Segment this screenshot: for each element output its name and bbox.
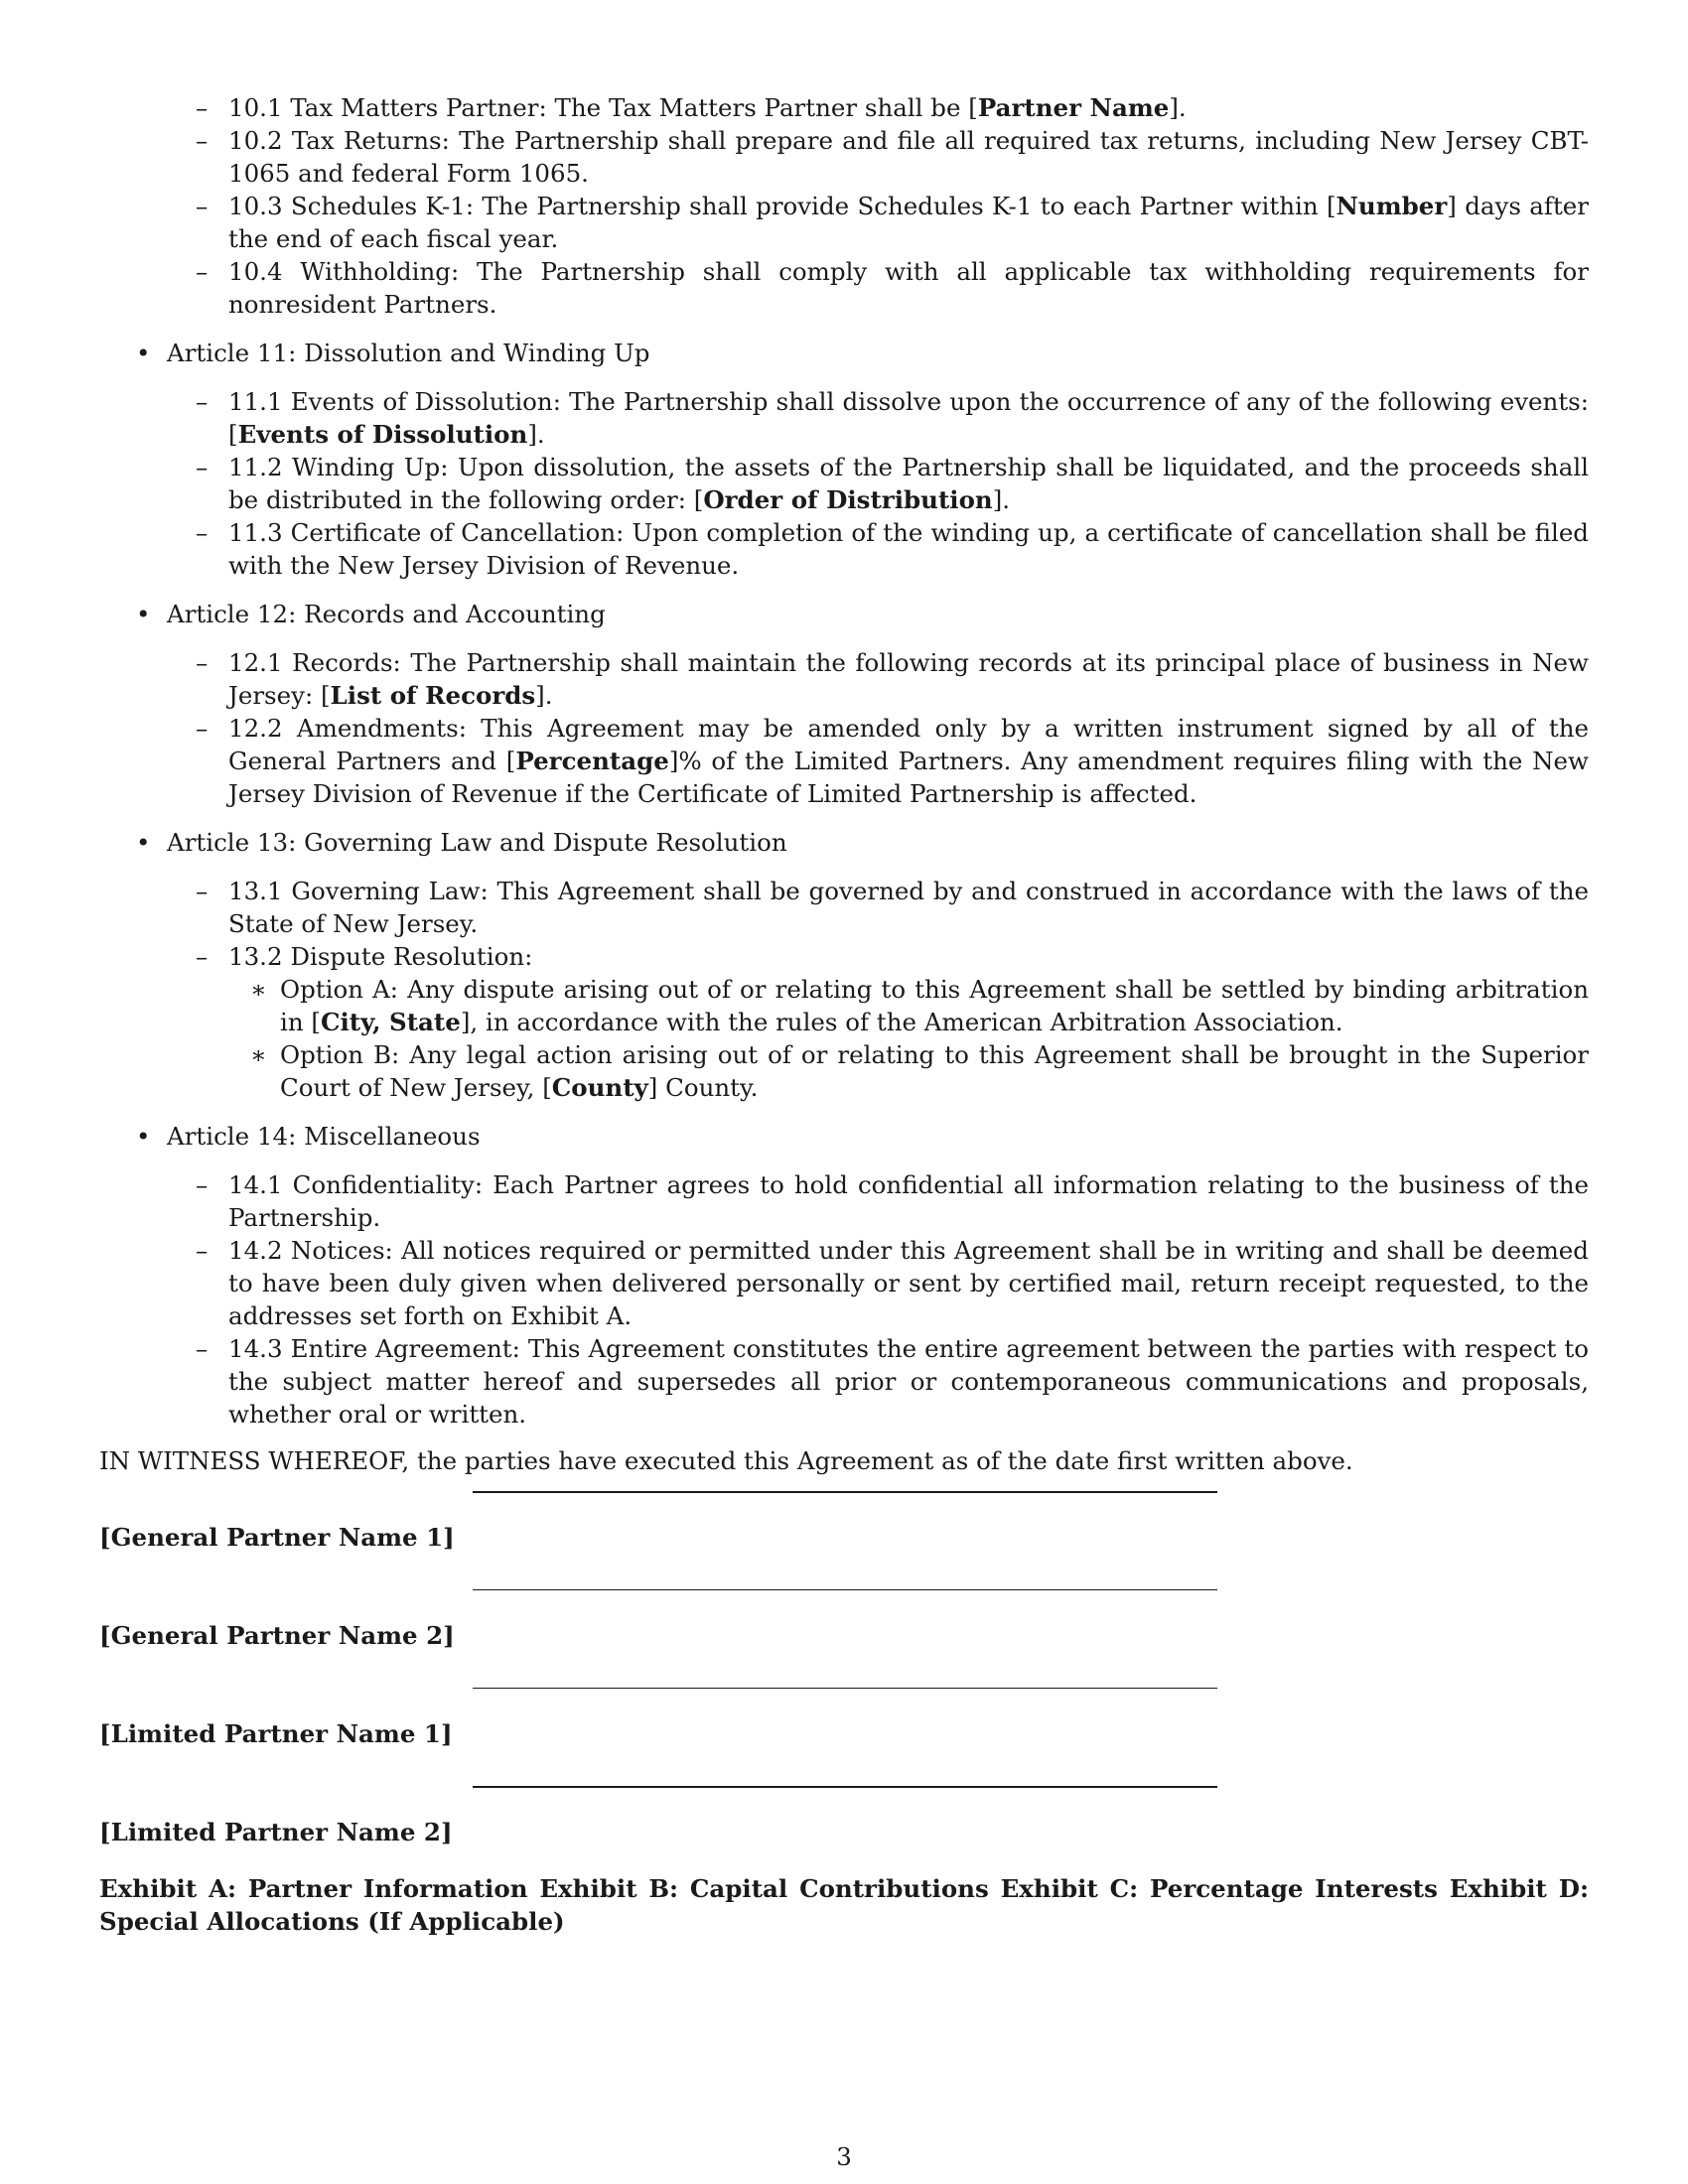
- clause-text: Events of Dissolution: The Partnership shall dissolve upon the occurrence of any of the following events: [: [228, 387, 1589, 449]
- clause-number: 10.3: [228, 192, 283, 220]
- clause-text: Notices: All notices required or permitted under this Agreement shall be in writing and shall be deemed to have been duly given when delivered personally or sent by certified mail, return receipt requested, to the addresses set forth on Exhibit A.: [228, 1236, 1589, 1330]
- clause-text: Records: The Partnership shall maintain the following records at its principal place of business in New Jersey: [: [228, 648, 1589, 710]
- article-11-heading: [99, 337, 1589, 369]
- clause-text: Entire Agreement: This Agreement constitutes the entire agreement between the parties with respect to the subject matter hereof and supersedes all prior or contemporaneous communications and proposals, whether oral or written.: [228, 1334, 1589, 1429]
- exhibits-list: Exhibit A: Partner Information Exhibit B: Capital Contributions Exhibit C: Percentage Interests Exhibit D: Special Allocations (If Applicable): [99, 1874, 1589, 1936]
- placeholder-field: Events of Dissolution: [237, 420, 528, 449]
- bullet-marker: •: [136, 828, 151, 857]
- dash-marker: –: [196, 1170, 209, 1199]
- signature-row: [99, 1674, 1589, 1772]
- clause-13-2: [99, 940, 1589, 973]
- dash-marker: –: [196, 518, 209, 547]
- article-title: Article 13: Governing Law and Dispute Resolution: [167, 828, 787, 857]
- dash-marker: –: [196, 257, 209, 286]
- placeholder-field: Number: [1336, 192, 1448, 220]
- clause-number: 12.1: [228, 648, 283, 677]
- clause-14-3: [99, 1332, 1589, 1431]
- clause-10-4: [99, 255, 1589, 321]
- clause-number: 14.3: [228, 1334, 283, 1363]
- signature-row: [99, 1575, 1589, 1674]
- signatory-name: [Limited Partner Name 1]: [99, 1719, 453, 1748]
- clause-text: Tax Matters Partner: The Tax Matters Partner shall be [: [290, 93, 978, 122]
- clause-14-1: [99, 1168, 1589, 1234]
- dash-marker: –: [196, 1334, 209, 1363]
- placeholder-field: Partner Name: [977, 93, 1170, 122]
- signature-row: [99, 1477, 1589, 1575]
- dash-marker: –: [196, 93, 209, 122]
- placeholder-field: City, State: [320, 1008, 461, 1036]
- placeholder-field: List of Records: [330, 681, 536, 710]
- star-marker: ∗: [250, 975, 267, 1004]
- dash-marker: –: [196, 877, 209, 905]
- article-14-heading: [99, 1120, 1589, 1153]
- bullet-marker: •: [136, 1122, 151, 1151]
- clause-number: 11.1: [228, 387, 283, 416]
- article-13-list: [99, 875, 1589, 1104]
- clause-text: Winding Up: Upon dissolution, the assets of the Partnership shall be liquidated, and the proceeds shall be distributed in the following order: [: [228, 453, 1589, 514]
- signature-row: [99, 1772, 1589, 1870]
- clause-number: 14.2: [228, 1236, 283, 1265]
- clause-12-2: – 12.2 Amendments: This Agreement may be amended only by a written instrument signed by all of the General Partners and [Percentage]% of the Limited Partners. Any amendment requires filing with the New Jersey Division of Revenue if the Certificate of Limited Partnership is affected.: [196, 714, 1590, 808]
- article-title: Article 14: Miscellaneous: [167, 1122, 481, 1151]
- clause-text: Amendments: This Agreement may be amended only by a written instrument signed by all of the General Partners and [: [228, 714, 1589, 775]
- signatory-name: [General Partner Name 1]: [99, 1523, 455, 1552]
- placeholder-field: Percentage: [515, 747, 669, 775]
- clause-13-1: [99, 875, 1589, 940]
- clause-text: Governing Law: This Agreement shall be governed by and construed in accordance with the laws of the State of New Jersey.: [228, 877, 1589, 938]
- article-10-list: [99, 91, 1589, 321]
- witness-statement: IN WITNESS WHEREOF, the parties have executed this Agreement as of the date first written above.: [99, 1446, 1353, 1475]
- placeholder-field: County: [551, 1073, 648, 1102]
- clause-number: 11.2: [228, 453, 283, 481]
- clause-number: 14.1: [228, 1170, 283, 1199]
- signature-line: [473, 1491, 1217, 1493]
- clause-11-3: [99, 516, 1589, 582]
- dash-marker: –: [196, 126, 209, 155]
- clause-number: 10.2: [228, 126, 283, 155]
- article-title: Article 12: Records and Accounting: [167, 600, 606, 628]
- clause-12-1: – 12.1 Records: The Partnership shall maintain the following records at its principal place of business in New Jersey: [List of Records].: [196, 648, 1589, 710]
- dash-marker: –: [196, 714, 209, 743]
- clause-text: Certificate of Cancellation: Upon completion of the winding up, a certificate of cancellation shall be filed with the New Jersey Division of Revenue.: [228, 518, 1589, 580]
- clause-text: Schedules K-1: The Partnership shall provide Schedules K-1 to each Partner within [: [290, 192, 1336, 220]
- clause-number: 10.4: [228, 257, 283, 286]
- dispute-option-b: ∗ Option B: Any legal action arising out of or relating to this Agreement shall be brought in the Superior Court of New Jersey, [County] County.: [250, 1040, 1589, 1102]
- signatory-name: [Limited Partner Name 2]: [99, 1818, 453, 1846]
- option-text: Option A: Any dispute arising out of or relating to this Agreement shall be settled by binding arbitration in [: [280, 975, 1589, 1036]
- article-title: Article 11: Dissolution and Winding Up: [167, 339, 650, 367]
- clause-text: Dispute Resolution:: [290, 942, 533, 971]
- clause-number: 13.1: [228, 877, 283, 905]
- clause-number: 11.3: [228, 518, 283, 547]
- dash-marker: –: [196, 387, 209, 416]
- signature-line: [473, 1589, 1217, 1590]
- article-12-heading: [99, 598, 1589, 630]
- dash-marker: –: [196, 453, 209, 481]
- dash-marker: –: [196, 192, 209, 220]
- page-number: 3: [836, 2142, 852, 2171]
- star-marker: ∗: [250, 1040, 267, 1069]
- clause-10-2: [99, 124, 1589, 190]
- article-11-list: [99, 385, 1589, 582]
- signature-line: [473, 1786, 1217, 1788]
- placeholder-field: Order of Distribution: [703, 485, 993, 514]
- article-12-list: [99, 646, 1589, 810]
- dash-marker: –: [196, 648, 209, 677]
- clause-number: 10.1: [228, 93, 283, 122]
- article-14-list: [99, 1168, 1589, 1431]
- dash-marker: –: [196, 1236, 209, 1265]
- clause-10-3: – 10.3 Schedules K-1: The Partnership shall provide Schedules K-1 to each Partner within [Number] days after the end of each fiscal year.: [196, 192, 1589, 253]
- option-text: Option B: Any legal action arising out of or relating to this Agreement shall be brought in the Superior Court of New Jersey, [: [280, 1040, 1589, 1102]
- bullet-marker: •: [136, 600, 151, 628]
- clause-10-1: – 10.1 Tax Matters Partner: The Tax Matters Partner shall be [Partner Name].: [196, 93, 1187, 122]
- clause-11-2: – 11.2 Winding Up: Upon dissolution, the assets of the Partnership shall be liquidated, and the proceeds shall be distributed in the following order: [Order of Distribution].: [196, 453, 1589, 514]
- clause-text: Tax Returns: The Partnership shall prepare and file all required tax returns, including New Jersey CBT-1065 and federal Form 1065.: [228, 126, 1589, 188]
- clause-number: 13.2: [228, 942, 283, 971]
- clause-text: Confidentiality: Each Partner agrees to hold confidential all information relating to the business of the Partnership.: [228, 1170, 1590, 1232]
- signature-line: [473, 1688, 1217, 1689]
- article-13-heading: [99, 826, 1589, 859]
- clause-number: 12.2: [228, 714, 283, 743]
- clause-14-2: [99, 1234, 1589, 1332]
- dash-marker: –: [196, 942, 209, 971]
- signature-block: [99, 1477, 1589, 1870]
- signatory-name: [General Partner Name 2]: [99, 1621, 455, 1650]
- document-page: [99, 91, 1589, 1938]
- dispute-option-a: ∗ Option A: Any dispute arising out of or relating to this Agreement shall be settled by binding arbitration in [City, State], in accordance with the rules of the American Arbitration Association.: [250, 975, 1589, 1036]
- clause-11-1: – 11.1 Events of Dissolution: The Partnership shall dissolve upon the occurrence of any of the following events: [Events of Dissolution].: [196, 387, 1589, 449]
- clause-text: Withholding: The Partnership shall comply with all applicable tax withholding requirements for nonresident Partners.: [228, 257, 1589, 319]
- bullet-marker: •: [136, 339, 151, 367]
